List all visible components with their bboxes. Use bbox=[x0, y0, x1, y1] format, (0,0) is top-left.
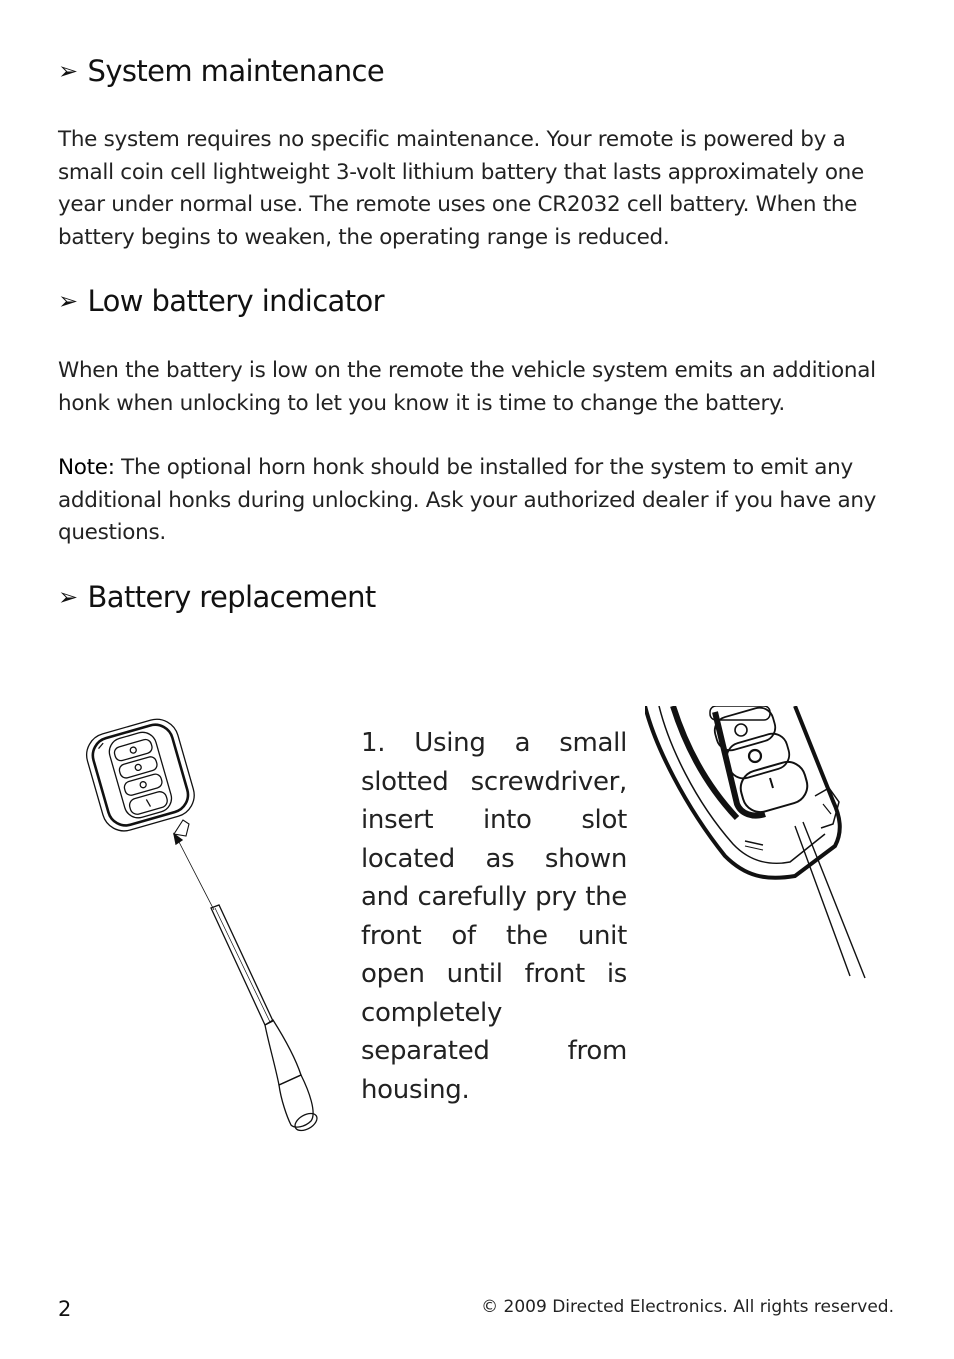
note-label: Note: bbox=[58, 455, 115, 480]
heading-system-maintenance bbox=[58, 54, 384, 88]
copyright-notice: © 2009 Directed Electronics. All rights reserved. bbox=[481, 1297, 894, 1317]
maintenance-paragraph: The system requires no specific maintenance. Your remote is powered by a small coin cell lightweight 3-volt lithium battery that lasts approximately one year under normal use. The remote uses one CR2032 cell battery. When the battery begins to weaken, the operating range is reduced. bbox=[58, 127, 864, 250]
heading-text: Battery replacement bbox=[87, 580, 376, 614]
arrowhead-bullet-icon: ➢ bbox=[58, 583, 78, 611]
note-paragraph bbox=[58, 452, 894, 550]
arrowhead-bullet-icon: ➢ bbox=[58, 287, 78, 315]
note-text: The optional horn honk should be installed for the system to emit any additional honks during unlocking. Ask your authorized dealer if you have any questions. bbox=[58, 455, 877, 545]
heading-text: Low battery indicator bbox=[87, 284, 384, 318]
heading-battery-replacement bbox=[58, 580, 376, 614]
remote-closeup-pry-illustration bbox=[645, 706, 870, 981]
remote-with-screwdriver-illustration bbox=[70, 710, 360, 1135]
page-number: 2 bbox=[58, 1297, 72, 1321]
heading-low-battery-indicator bbox=[58, 284, 384, 318]
arrowhead-bullet-icon: ➢ bbox=[58, 57, 78, 85]
step-1-instruction: 1. Using a small slotted screwdriver, insert into slot located as shown and carefully pry the front of the unit open until front is completely separated from housing. bbox=[361, 728, 627, 1105]
heading-text: System maintenance bbox=[87, 54, 385, 88]
low-battery-paragraph: When the battery is low on the remote the vehicle system emits an additional honk when unlocking to let you know it is time to change the battery. bbox=[58, 358, 876, 416]
